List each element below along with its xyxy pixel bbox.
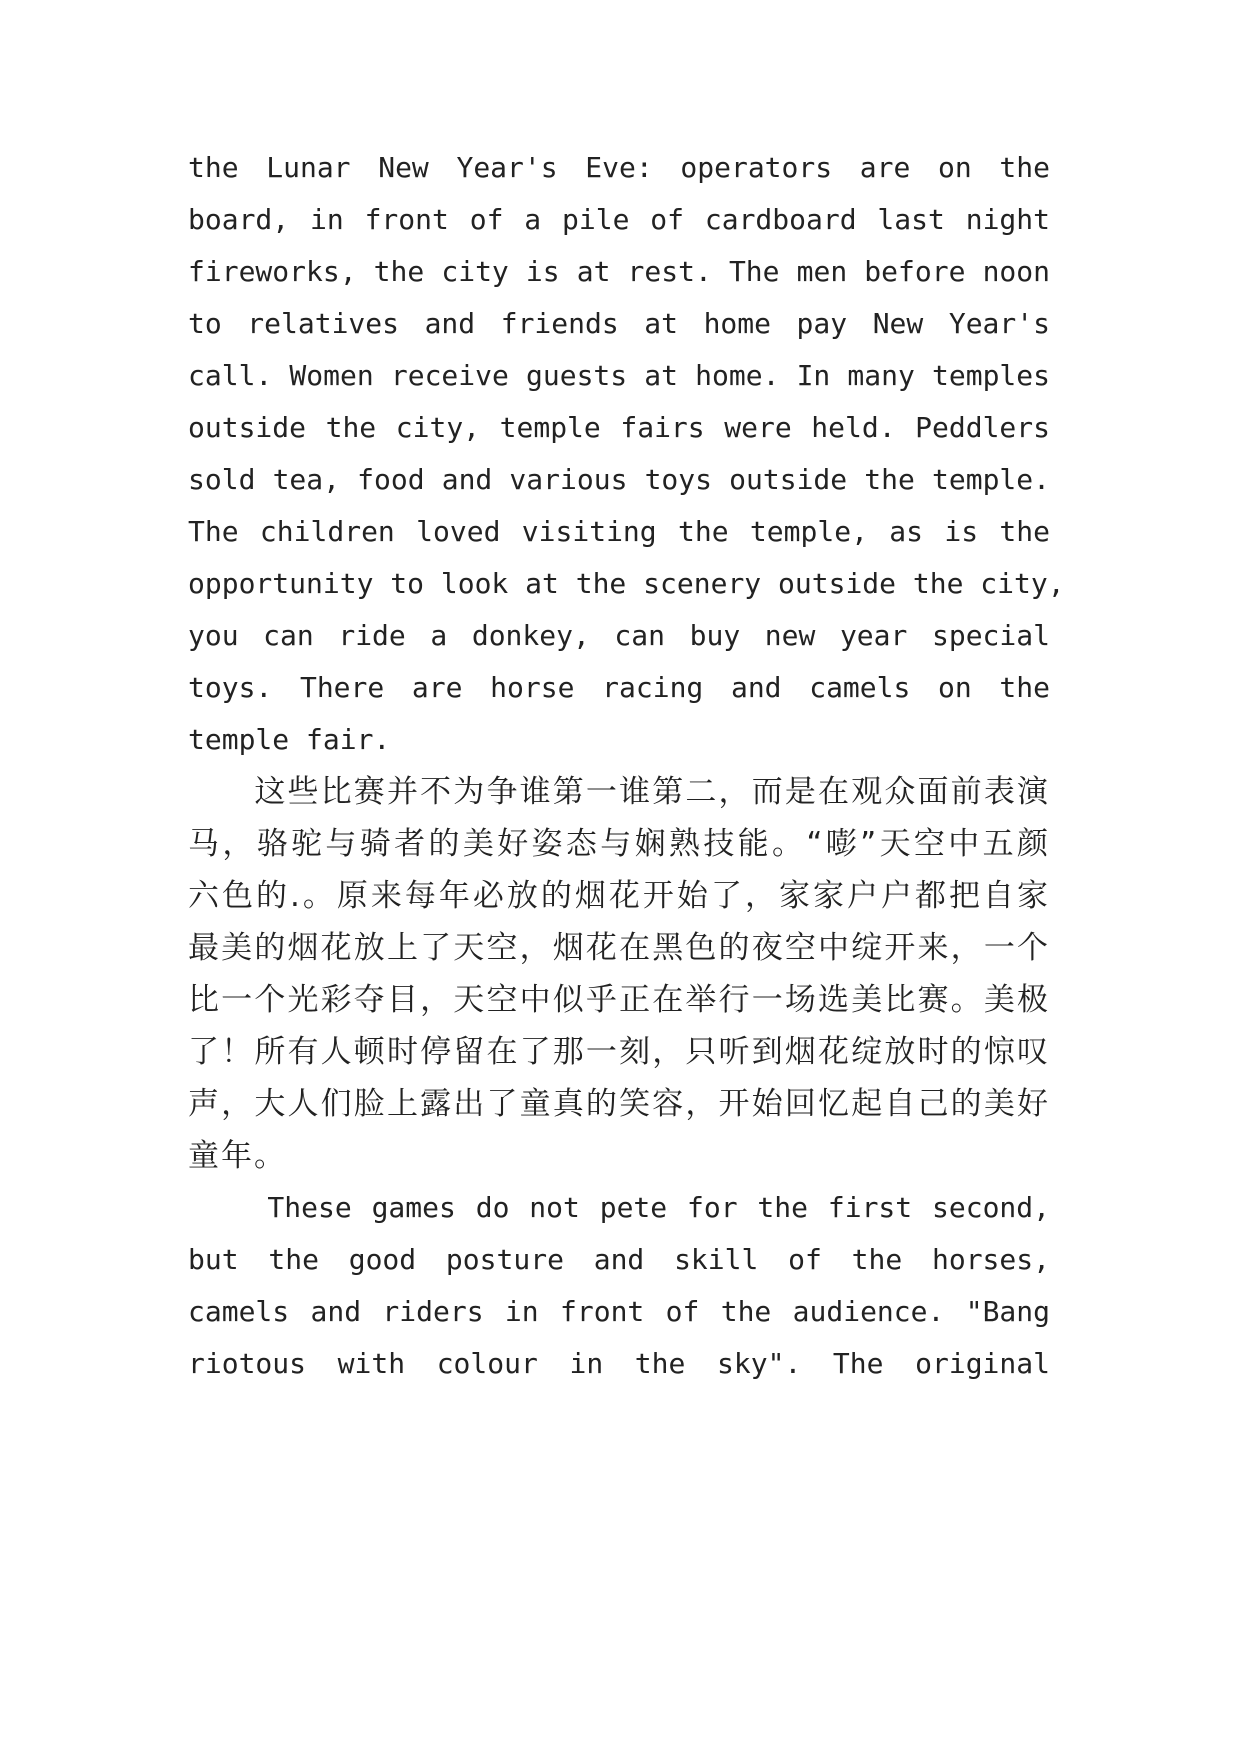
paragraph-3-line-3: camels and riders in front of the audience. "Bang bbox=[188, 1295, 1050, 1328]
paragraph-1-line-9: opportunity to look at the scenery outside the city, bbox=[188, 567, 1065, 600]
paragraph-1-line-6: outside the city, temple fairs were held. Peddlers bbox=[188, 411, 1050, 444]
paragraph-2-line-4: 最美的烟花放上了天空，烟花在黑色的夜空中绽开来，一个 bbox=[188, 930, 1050, 966]
paragraph-1-line-1: the Lunar New Year's Eve: operators are on the bbox=[188, 151, 1050, 184]
paragraph-3-line-2: but the good posture and skill of the horses, bbox=[188, 1243, 1050, 1276]
paragraph-1-line-3: fireworks, the city is at rest. The men before noon bbox=[188, 255, 1050, 288]
paragraph-2-line-5: 比一个光彩夺目，天空中似乎正在举行一场选美比赛。美极 bbox=[188, 982, 1050, 1018]
paragraph-1-line-12: temple fair. bbox=[188, 723, 391, 756]
paragraph-1-line-5: call. Women receive guests at home. In many temples bbox=[188, 359, 1050, 392]
paragraph-2-line-8: 童年。 bbox=[188, 1138, 287, 1174]
paragraph-3-line-4: riotous with colour in the sky". The original bbox=[188, 1347, 1050, 1380]
paragraph-2-line-6: 了！所有人顿时停留在了那一刻，只听到烟花绽放时的惊叹 bbox=[188, 1034, 1050, 1070]
paragraph-1-line-4: to relatives and friends at home pay New Year's bbox=[188, 307, 1050, 340]
paragraph-1-line-7: sold tea, food and various toys outside the temple. bbox=[188, 463, 1050, 496]
paragraph-2-line-1: 这些比赛并不为争谁第一谁第二，而是在观众面前表演 bbox=[188, 774, 1050, 810]
paragraph-2-line-7: 声，大人们脸上露出了童真的笑容，开始回忆起自己的美好 bbox=[188, 1086, 1050, 1122]
paragraph-1-line-2: board, in front of a pile of cardboard last night bbox=[188, 203, 1050, 236]
paragraph-1-line-10: you can ride a donkey, can buy new year special bbox=[188, 619, 1050, 652]
paragraph-2-line-2: 马，骆驼与骑者的美好姿态与娴熟技能。“嘭”天空中五颜 bbox=[188, 826, 1050, 862]
paragraph-1-line-11: toys. There are horse racing and camels on the bbox=[188, 671, 1050, 704]
paragraph-3-line-1: These games do not pete for the first second, bbox=[188, 1191, 1050, 1224]
paragraph-1-line-8: The children loved visiting the temple, as is the bbox=[188, 515, 1050, 548]
paragraph-2-line-3: 六色的.。原来每年必放的烟花开始了，家家户户都把自家 bbox=[188, 878, 1050, 914]
